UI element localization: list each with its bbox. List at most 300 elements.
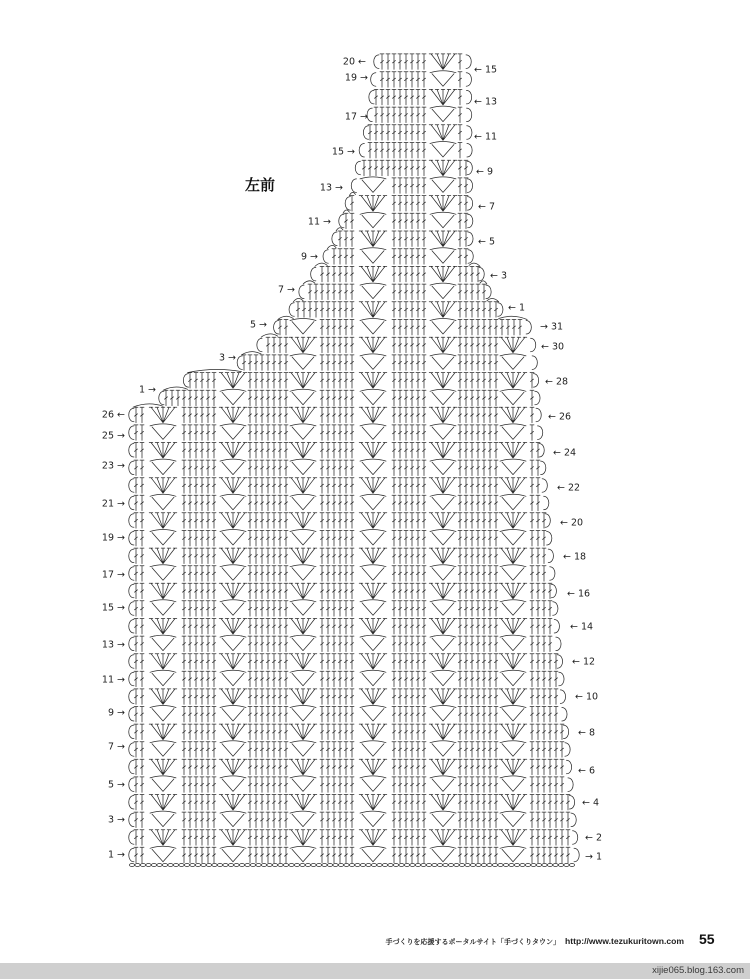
double-crochet-stitch bbox=[284, 777, 288, 793]
double-crochet-stitch bbox=[482, 654, 486, 670]
double-crochet-stitch bbox=[392, 513, 396, 529]
row-number-label: ← 15 bbox=[474, 64, 498, 76]
shell-stitch bbox=[289, 689, 317, 705]
double-crochet-stitch bbox=[248, 619, 252, 635]
double-crochet-stitch bbox=[194, 847, 198, 863]
double-crochet-stitch bbox=[248, 583, 252, 599]
double-crochet-stitch bbox=[536, 654, 540, 670]
double-crochet-stitch bbox=[482, 742, 486, 758]
double-crochet-stitch bbox=[320, 302, 324, 318]
row-number-label: ← 12 bbox=[572, 656, 596, 668]
neck-chain-arc bbox=[163, 387, 188, 390]
double-crochet-stitch bbox=[470, 742, 474, 758]
double-crochet-stitch bbox=[344, 619, 348, 635]
double-crochet-stitch bbox=[554, 847, 558, 863]
double-crochet-stitch bbox=[476, 601, 480, 617]
double-crochet-stitch bbox=[392, 196, 396, 212]
double-crochet-stitch bbox=[494, 847, 498, 863]
double-crochet-stitch bbox=[488, 460, 492, 476]
double-crochet-stitch bbox=[326, 707, 330, 723]
foundation-chain-stitch bbox=[344, 864, 349, 867]
double-crochet-stitch bbox=[284, 531, 288, 547]
edge-chain-loop bbox=[553, 602, 558, 616]
double-crochet-stitch bbox=[470, 619, 474, 635]
double-crochet-stitch bbox=[398, 689, 402, 705]
double-crochet-stitch bbox=[278, 320, 282, 336]
neck-chain-arc bbox=[327, 245, 336, 248]
double-crochet-stitch bbox=[200, 460, 204, 476]
double-crochet-stitch bbox=[344, 320, 348, 336]
double-crochet-stitch bbox=[416, 125, 420, 141]
double-crochet-stitch bbox=[182, 724, 186, 740]
edge-chain-loop bbox=[541, 461, 546, 475]
double-crochet-stitch bbox=[134, 443, 138, 459]
double-crochet-stitch bbox=[284, 601, 288, 617]
double-crochet-stitch bbox=[416, 390, 420, 406]
chain-v-stitch bbox=[500, 389, 526, 405]
double-crochet-stitch bbox=[536, 601, 540, 617]
edge-chain-loop bbox=[535, 391, 540, 405]
double-crochet-stitch bbox=[476, 689, 480, 705]
double-crochet-stitch bbox=[320, 337, 324, 353]
double-crochet-stitch bbox=[278, 707, 282, 723]
double-crochet-stitch bbox=[422, 759, 426, 775]
double-crochet-stitch bbox=[140, 671, 144, 687]
double-crochet-stitch bbox=[332, 847, 336, 863]
double-crochet-stitch bbox=[392, 566, 396, 582]
double-crochet-stitch bbox=[464, 337, 468, 353]
double-crochet-stitch bbox=[188, 777, 192, 793]
foundation-chain-stitch bbox=[410, 864, 415, 867]
double-crochet-stitch bbox=[266, 337, 270, 353]
foundation-chain-stitch bbox=[162, 864, 167, 867]
double-crochet-stitch bbox=[266, 373, 270, 389]
chain-v-stitch bbox=[360, 212, 386, 228]
double-crochet-stitch bbox=[212, 795, 216, 811]
shell-stitch bbox=[289, 478, 317, 494]
double-crochet-stitch bbox=[278, 812, 282, 828]
double-crochet-stitch bbox=[206, 759, 210, 775]
foundation-chain-stitch bbox=[437, 864, 442, 867]
edge-chain-loop bbox=[363, 126, 368, 140]
double-crochet-stitch bbox=[254, 759, 258, 775]
double-crochet-stitch bbox=[248, 355, 252, 371]
double-crochet-stitch bbox=[464, 196, 468, 212]
double-crochet-stitch bbox=[398, 531, 402, 547]
double-crochet-stitch bbox=[416, 284, 420, 300]
double-crochet-stitch bbox=[326, 724, 330, 740]
double-crochet-stitch bbox=[554, 812, 558, 828]
double-crochet-stitch bbox=[458, 337, 462, 353]
double-crochet-stitch bbox=[326, 320, 330, 336]
double-crochet-stitch bbox=[278, 689, 282, 705]
double-crochet-stitch bbox=[458, 54, 462, 70]
double-crochet-stitch bbox=[398, 143, 402, 159]
stitch-row bbox=[311, 266, 485, 282]
shell-stitch bbox=[429, 759, 457, 775]
double-crochet-stitch bbox=[212, 671, 216, 687]
double-crochet-stitch bbox=[422, 583, 426, 599]
double-crochet-stitch bbox=[422, 742, 426, 758]
double-crochet-stitch bbox=[416, 830, 420, 846]
double-crochet-stitch bbox=[416, 795, 420, 811]
double-crochet-stitch bbox=[212, 619, 216, 635]
double-crochet-stitch bbox=[140, 777, 144, 793]
double-crochet-stitch bbox=[188, 847, 192, 863]
double-crochet-stitch bbox=[422, 724, 426, 740]
double-crochet-stitch bbox=[542, 531, 546, 547]
double-crochet-stitch bbox=[212, 495, 216, 511]
double-crochet-stitch bbox=[398, 302, 402, 318]
edge-chain-loop bbox=[237, 356, 242, 370]
double-crochet-stitch bbox=[248, 390, 252, 406]
double-crochet-stitch bbox=[266, 724, 270, 740]
foundation-chain-stitch bbox=[481, 864, 486, 867]
double-crochet-stitch bbox=[278, 495, 282, 511]
double-crochet-stitch bbox=[548, 724, 552, 740]
double-crochet-stitch bbox=[410, 759, 414, 775]
double-crochet-stitch bbox=[278, 478, 282, 494]
double-crochet-stitch bbox=[494, 531, 498, 547]
edge-chain-loop bbox=[538, 426, 543, 440]
double-crochet-stitch bbox=[464, 742, 468, 758]
double-crochet-stitch bbox=[266, 407, 270, 423]
double-crochet-stitch bbox=[140, 531, 144, 547]
double-crochet-stitch bbox=[284, 654, 288, 670]
double-crochet-stitch bbox=[140, 601, 144, 617]
double-crochet-stitch bbox=[488, 531, 492, 547]
double-crochet-stitch bbox=[392, 601, 396, 617]
double-crochet-stitch bbox=[398, 812, 402, 828]
shell-stitch bbox=[359, 302, 387, 318]
stitch-layer bbox=[129, 54, 580, 867]
double-crochet-stitch bbox=[260, 742, 264, 758]
stitch-row bbox=[129, 583, 557, 599]
double-crochet-stitch bbox=[416, 777, 420, 793]
double-crochet-stitch bbox=[422, 231, 426, 247]
edge-chain-loop bbox=[467, 126, 472, 140]
double-crochet-stitch bbox=[200, 795, 204, 811]
double-crochet-stitch bbox=[392, 830, 396, 846]
double-crochet-stitch bbox=[392, 847, 396, 863]
double-crochet-stitch bbox=[482, 513, 486, 529]
double-crochet-stitch bbox=[542, 742, 546, 758]
double-crochet-stitch bbox=[134, 847, 138, 863]
shell-stitch bbox=[219, 443, 247, 459]
double-crochet-stitch bbox=[410, 143, 414, 159]
shell-stitch bbox=[289, 337, 317, 353]
double-crochet-stitch bbox=[458, 407, 462, 423]
row-number-label: 11 → bbox=[101, 674, 125, 686]
double-crochet-stitch bbox=[416, 373, 420, 389]
double-crochet-stitch bbox=[392, 407, 396, 423]
double-crochet-stitch bbox=[140, 654, 144, 670]
double-crochet-stitch bbox=[134, 689, 138, 705]
double-crochet-stitch bbox=[284, 443, 288, 459]
double-crochet-stitch bbox=[350, 302, 354, 318]
double-crochet-stitch bbox=[350, 795, 354, 811]
double-crochet-stitch bbox=[530, 601, 534, 617]
double-crochet-stitch bbox=[392, 548, 396, 564]
foundation-chain-stitch bbox=[503, 864, 508, 867]
edge-chain-loop bbox=[532, 356, 537, 370]
double-crochet-stitch bbox=[206, 619, 210, 635]
stitch-row bbox=[129, 619, 560, 635]
double-crochet-stitch bbox=[530, 759, 534, 775]
edge-chain-loop bbox=[559, 672, 564, 686]
double-crochet-stitch bbox=[194, 407, 198, 423]
double-crochet-stitch bbox=[338, 566, 342, 582]
double-crochet-stitch bbox=[422, 654, 426, 670]
double-crochet-stitch bbox=[422, 812, 426, 828]
double-crochet-stitch bbox=[470, 320, 474, 336]
double-crochet-stitch bbox=[350, 742, 354, 758]
shell-stitch bbox=[219, 724, 247, 740]
double-crochet-stitch bbox=[494, 320, 498, 336]
shell-stitch bbox=[429, 54, 457, 70]
foundation-chain-stitch bbox=[454, 864, 459, 867]
foundation-chain-stitch bbox=[377, 864, 382, 867]
double-crochet-stitch bbox=[398, 759, 402, 775]
double-crochet-stitch bbox=[206, 777, 210, 793]
double-crochet-stitch bbox=[338, 707, 342, 723]
shell-stitch bbox=[219, 513, 247, 529]
double-crochet-stitch bbox=[392, 795, 396, 811]
double-crochet-stitch bbox=[320, 513, 324, 529]
double-crochet-stitch bbox=[464, 390, 468, 406]
chain-v-stitch bbox=[150, 776, 176, 792]
double-crochet-stitch bbox=[458, 89, 462, 105]
double-crochet-stitch bbox=[320, 636, 324, 652]
double-crochet-stitch bbox=[182, 654, 186, 670]
double-crochet-stitch bbox=[272, 443, 276, 459]
foundation-chain-stitch bbox=[338, 864, 343, 867]
double-crochet-stitch bbox=[344, 460, 348, 476]
double-crochet-stitch bbox=[410, 107, 414, 123]
double-crochet-stitch bbox=[326, 513, 330, 529]
double-crochet-stitch bbox=[476, 531, 480, 547]
double-crochet-stitch bbox=[200, 707, 204, 723]
double-crochet-stitch bbox=[416, 847, 420, 863]
double-crochet-stitch bbox=[536, 531, 540, 547]
double-crochet-stitch bbox=[188, 513, 192, 529]
double-crochet-stitch bbox=[260, 619, 264, 635]
shell-stitch bbox=[289, 759, 317, 775]
stitch-row bbox=[129, 494, 549, 511]
double-crochet-stitch bbox=[470, 548, 474, 564]
row-number-label: 15 → bbox=[101, 602, 125, 614]
double-crochet-stitch bbox=[542, 619, 546, 635]
double-crochet-stitch bbox=[398, 72, 402, 88]
double-crochet-stitch bbox=[398, 619, 402, 635]
double-crochet-stitch bbox=[254, 847, 258, 863]
double-crochet-stitch bbox=[548, 636, 552, 652]
double-crochet-stitch bbox=[404, 830, 408, 846]
double-crochet-stitch bbox=[260, 443, 264, 459]
row-number-label: 9 → bbox=[300, 251, 318, 263]
double-crochet-stitch bbox=[458, 125, 462, 141]
edge-chain-loop bbox=[563, 725, 568, 739]
double-crochet-stitch bbox=[542, 513, 546, 529]
double-crochet-stitch bbox=[350, 249, 354, 265]
double-crochet-stitch bbox=[200, 495, 204, 511]
double-crochet-stitch bbox=[338, 742, 342, 758]
shell-stitch bbox=[499, 337, 527, 353]
double-crochet-stitch bbox=[344, 583, 348, 599]
double-crochet-stitch bbox=[422, 531, 426, 547]
double-crochet-stitch bbox=[332, 320, 336, 336]
foundation-chain-stitch bbox=[212, 864, 217, 867]
foundation-chain-stitch bbox=[564, 864, 569, 867]
double-crochet-stitch bbox=[272, 795, 276, 811]
double-crochet-stitch bbox=[530, 654, 534, 670]
double-crochet-stitch bbox=[350, 196, 354, 212]
shell-stitch bbox=[289, 548, 317, 564]
double-crochet-stitch bbox=[398, 320, 402, 336]
shell-stitch bbox=[359, 478, 387, 494]
shell-stitch bbox=[499, 548, 527, 564]
double-crochet-stitch bbox=[392, 707, 396, 723]
foundation-chain-stitch bbox=[349, 864, 354, 867]
double-crochet-stitch bbox=[140, 742, 144, 758]
shell-stitch bbox=[289, 830, 317, 846]
double-crochet-stitch bbox=[362, 160, 366, 176]
double-crochet-stitch bbox=[200, 654, 204, 670]
double-crochet-stitch bbox=[488, 795, 492, 811]
shell-stitch bbox=[219, 759, 247, 775]
double-crochet-stitch bbox=[254, 390, 258, 406]
double-crochet-stitch bbox=[272, 390, 276, 406]
double-crochet-stitch bbox=[320, 425, 324, 441]
double-crochet-stitch bbox=[404, 742, 408, 758]
double-crochet-stitch bbox=[482, 443, 486, 459]
double-crochet-stitch bbox=[464, 407, 468, 423]
edge-chain-loop bbox=[557, 655, 562, 669]
double-crochet-stitch bbox=[338, 513, 342, 529]
double-crochet-stitch bbox=[134, 425, 138, 441]
double-crochet-stitch bbox=[206, 460, 210, 476]
double-crochet-stitch bbox=[392, 425, 396, 441]
double-crochet-stitch bbox=[272, 689, 276, 705]
double-crochet-stitch bbox=[326, 812, 330, 828]
double-crochet-stitch bbox=[344, 213, 348, 229]
double-crochet-stitch bbox=[200, 671, 204, 687]
double-crochet-stitch bbox=[380, 107, 384, 123]
double-crochet-stitch bbox=[332, 337, 336, 353]
double-crochet-stitch bbox=[182, 425, 186, 441]
double-crochet-stitch bbox=[488, 390, 492, 406]
double-crochet-stitch bbox=[476, 724, 480, 740]
double-crochet-stitch bbox=[458, 107, 462, 123]
double-crochet-stitch bbox=[464, 495, 468, 511]
row-number-label: 13 → bbox=[101, 639, 125, 651]
double-crochet-stitch bbox=[272, 478, 276, 494]
shell-stitch bbox=[499, 830, 527, 846]
double-crochet-stitch bbox=[476, 759, 480, 775]
double-crochet-stitch bbox=[410, 89, 414, 105]
double-crochet-stitch bbox=[548, 742, 552, 758]
double-crochet-stitch bbox=[200, 830, 204, 846]
double-crochet-stitch bbox=[266, 742, 270, 758]
double-crochet-stitch bbox=[188, 495, 192, 511]
row-number-label: ← 4 bbox=[582, 797, 600, 809]
double-crochet-stitch bbox=[380, 143, 384, 159]
double-crochet-stitch bbox=[482, 302, 486, 318]
double-crochet-stitch bbox=[482, 566, 486, 582]
double-crochet-stitch bbox=[344, 777, 348, 793]
double-crochet-stitch bbox=[416, 583, 420, 599]
foundation-chain-stitch bbox=[173, 864, 178, 867]
double-crochet-stitch bbox=[410, 284, 414, 300]
double-crochet-stitch bbox=[416, 566, 420, 582]
double-crochet-stitch bbox=[422, 619, 426, 635]
double-crochet-stitch bbox=[260, 460, 264, 476]
double-crochet-stitch bbox=[530, 566, 534, 582]
row-number-label: 17 → bbox=[101, 569, 125, 581]
double-crochet-stitch bbox=[464, 583, 468, 599]
double-crochet-stitch bbox=[212, 373, 216, 389]
double-crochet-stitch bbox=[416, 619, 420, 635]
shell-stitch bbox=[289, 443, 317, 459]
shell-stitch bbox=[149, 724, 177, 740]
double-crochet-stitch bbox=[272, 531, 276, 547]
double-crochet-stitch bbox=[416, 531, 420, 547]
shell-stitch bbox=[499, 407, 527, 423]
edge-chain-loop bbox=[467, 108, 472, 122]
double-crochet-stitch bbox=[140, 513, 144, 529]
stitch-row bbox=[257, 337, 536, 353]
double-crochet-stitch bbox=[200, 425, 204, 441]
double-crochet-stitch bbox=[134, 795, 138, 811]
double-crochet-stitch bbox=[164, 390, 168, 406]
double-crochet-stitch bbox=[458, 72, 462, 88]
double-crochet-stitch bbox=[266, 689, 270, 705]
edge-chain-loop bbox=[486, 285, 491, 299]
double-crochet-stitch bbox=[338, 583, 342, 599]
chain-v-stitch bbox=[360, 706, 386, 722]
shell-stitch bbox=[359, 795, 387, 811]
double-crochet-stitch bbox=[140, 460, 144, 476]
chain-v-stitch bbox=[220, 811, 246, 827]
double-crochet-stitch bbox=[338, 302, 342, 318]
double-crochet-stitch bbox=[248, 671, 252, 687]
double-crochet-stitch bbox=[206, 390, 210, 406]
double-crochet-stitch bbox=[422, 213, 426, 229]
double-crochet-stitch bbox=[284, 812, 288, 828]
stitch-row bbox=[351, 177, 472, 194]
double-crochet-stitch bbox=[398, 373, 402, 389]
double-crochet-stitch bbox=[134, 777, 138, 793]
stitch-row bbox=[183, 373, 538, 389]
stitch-row bbox=[289, 302, 503, 318]
double-crochet-stitch bbox=[482, 707, 486, 723]
double-crochet-stitch bbox=[494, 777, 498, 793]
chain-v-stitch bbox=[150, 565, 176, 581]
double-crochet-stitch bbox=[422, 373, 426, 389]
double-crochet-stitch bbox=[392, 583, 396, 599]
double-crochet-stitch bbox=[494, 724, 498, 740]
stitch-row bbox=[129, 776, 573, 793]
double-crochet-stitch bbox=[458, 160, 462, 176]
double-crochet-stitch bbox=[260, 583, 264, 599]
neck-chain-arc bbox=[133, 404, 163, 407]
double-crochet-stitch bbox=[458, 566, 462, 582]
double-crochet-stitch bbox=[416, 425, 420, 441]
foundation-chain-stitch bbox=[465, 864, 470, 867]
double-crochet-stitch bbox=[530, 495, 534, 511]
double-crochet-stitch bbox=[254, 425, 258, 441]
chain-v-stitch bbox=[360, 424, 386, 440]
